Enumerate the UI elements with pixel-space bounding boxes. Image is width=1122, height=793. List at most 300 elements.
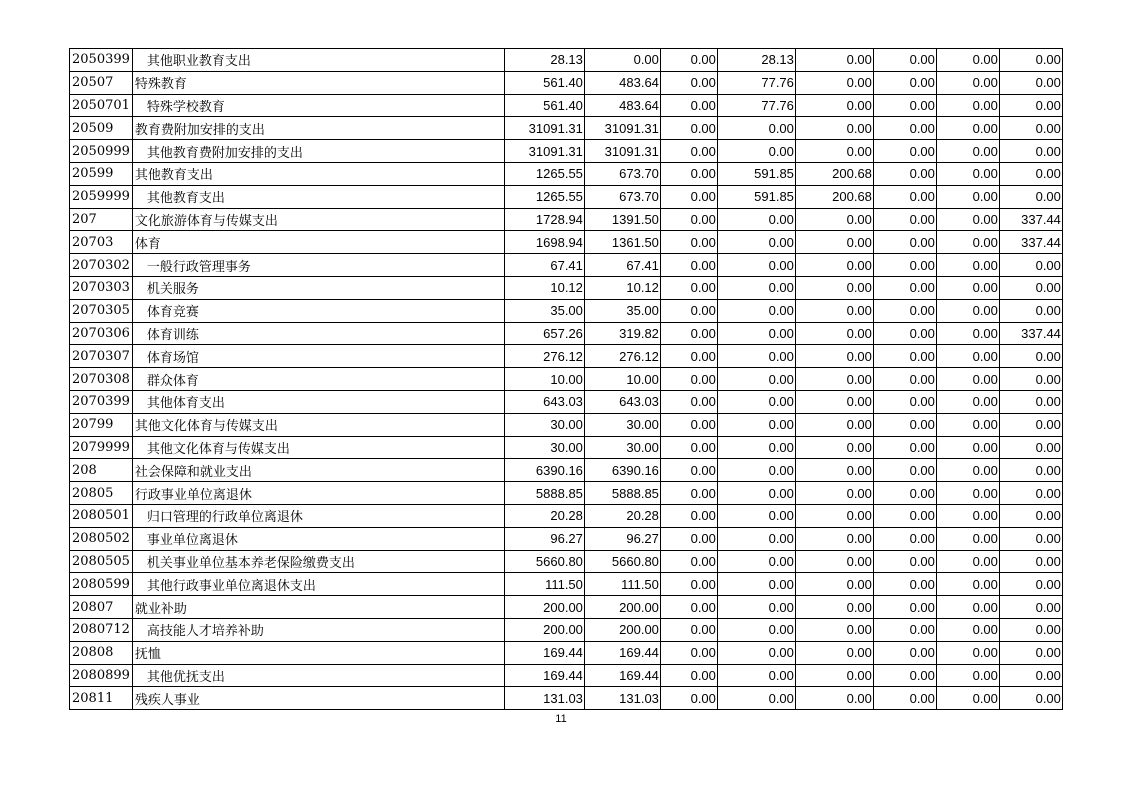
amount-cell: 643.03 (584, 390, 660, 413)
subject-name-cell: 事业单位离退休 (132, 527, 504, 550)
subject-name-cell: 群众体育 (132, 368, 504, 391)
amount-cell: 0.00 (795, 482, 873, 505)
table-row (70, 664, 1063, 687)
amount-cell: 0.00 (999, 276, 1062, 299)
subject-code-cell: 2080502 (70, 527, 133, 550)
amount-cell: 5888.85 (504, 482, 584, 505)
amount-cell: 591.85 (717, 162, 795, 185)
subject-name-cell: 就业补助 (132, 596, 504, 619)
table-row (70, 94, 1063, 117)
amount-cell: 0.00 (936, 368, 999, 391)
amount-cell: 0.00 (717, 368, 795, 391)
amount-cell: 0.00 (795, 550, 873, 573)
subject-name-cell: 其他文化体育与传媒支出 (132, 436, 504, 459)
amount-cell: 0.00 (873, 664, 936, 687)
amount-cell: 0.00 (873, 596, 936, 619)
table-row (70, 276, 1063, 299)
amount-cell: 131.03 (584, 687, 660, 710)
subject-code-cell: 20507 (70, 71, 133, 94)
amount-cell: 0.00 (660, 664, 717, 687)
amount-cell: 35.00 (504, 299, 584, 322)
amount-cell: 0.00 (936, 254, 999, 277)
amount-cell: 0.00 (936, 573, 999, 596)
amount-cell: 0.00 (717, 664, 795, 687)
amount-cell: 0.00 (717, 231, 795, 254)
amount-cell: 0.00 (795, 276, 873, 299)
amount-cell: 0.00 (660, 71, 717, 94)
amount-cell: 31091.31 (584, 140, 660, 163)
amount-cell: 0.00 (660, 641, 717, 664)
amount-cell: 0.00 (660, 276, 717, 299)
subject-name-cell: 抚恤 (132, 641, 504, 664)
amount-cell: 0.00 (660, 231, 717, 254)
amount-cell: 0.00 (717, 596, 795, 619)
subject-name-cell: 一般行政管理事务 (132, 254, 504, 277)
amount-cell: 0.00 (873, 185, 936, 208)
amount-cell: 0.00 (795, 413, 873, 436)
amount-cell: 0.00 (873, 162, 936, 185)
amount-cell: 200.68 (795, 185, 873, 208)
amount-cell: 0.00 (717, 436, 795, 459)
amount-cell: 31091.31 (584, 117, 660, 140)
amount-cell: 0.00 (936, 618, 999, 641)
subject-code-cell: 2070399 (70, 390, 133, 413)
amount-cell: 0.00 (717, 254, 795, 277)
amount-cell: 1698.94 (504, 231, 584, 254)
amount-cell: 0.00 (873, 231, 936, 254)
table-row (70, 140, 1063, 163)
amount-cell: 0.00 (999, 94, 1062, 117)
amount-cell: 0.00 (660, 140, 717, 163)
amount-cell: 28.13 (504, 49, 584, 72)
amount-cell: 0.00 (999, 117, 1062, 140)
table-row (70, 436, 1063, 459)
amount-cell: 0.00 (936, 436, 999, 459)
amount-cell: 0.00 (999, 390, 1062, 413)
amount-cell: 0.00 (717, 117, 795, 140)
amount-cell: 0.00 (795, 345, 873, 368)
amount-cell: 0.00 (873, 687, 936, 710)
amount-cell: 0.00 (795, 436, 873, 459)
subject-name-cell: 机关事业单位基本养老保险缴费支出 (132, 550, 504, 573)
amount-cell: 0.00 (999, 345, 1062, 368)
table-row (70, 550, 1063, 573)
amount-cell: 0.00 (717, 550, 795, 573)
amount-cell: 591.85 (717, 185, 795, 208)
amount-cell: 0.00 (936, 117, 999, 140)
table-row (70, 71, 1063, 94)
subject-code-cell: 2059999 (70, 185, 133, 208)
amount-cell: 0.00 (660, 504, 717, 527)
amount-cell: 0.00 (936, 390, 999, 413)
amount-cell: 0.00 (717, 527, 795, 550)
amount-cell: 0.00 (660, 573, 717, 596)
subject-code-cell: 2050399 (70, 49, 133, 72)
amount-cell: 0.00 (717, 345, 795, 368)
amount-cell: 0.00 (717, 299, 795, 322)
amount-cell: 0.00 (999, 550, 1062, 573)
amount-cell: 200.00 (584, 596, 660, 619)
amount-cell: 0.00 (660, 94, 717, 117)
amount-cell: 10.00 (584, 368, 660, 391)
subject-name-cell: 其他体育支出 (132, 390, 504, 413)
amount-cell: 0.00 (936, 641, 999, 664)
subject-code-cell: 2080899 (70, 664, 133, 687)
amount-cell: 169.44 (584, 641, 660, 664)
amount-cell: 0.00 (999, 368, 1062, 391)
amount-cell: 0.00 (717, 413, 795, 436)
table-row (70, 368, 1063, 391)
amount-cell: 0.00 (873, 254, 936, 277)
amount-cell: 0.00 (873, 390, 936, 413)
amount-cell: 0.00 (873, 322, 936, 345)
subject-name-cell: 文化旅游体育与传媒支出 (132, 208, 504, 231)
amount-cell: 0.00 (936, 596, 999, 619)
table-row (70, 185, 1063, 208)
amount-cell: 0.00 (999, 664, 1062, 687)
amount-cell: 0.00 (717, 208, 795, 231)
amount-cell: 0.00 (999, 527, 1062, 550)
amount-cell: 0.00 (660, 345, 717, 368)
subject-code-cell: 2080712 (70, 618, 133, 641)
subject-code-cell: 20599 (70, 162, 133, 185)
amount-cell: 0.00 (999, 162, 1062, 185)
amount-cell: 0.00 (795, 596, 873, 619)
amount-cell: 483.64 (584, 94, 660, 117)
amount-cell: 0.00 (717, 618, 795, 641)
amount-cell: 1265.55 (504, 185, 584, 208)
subject-code-cell: 20807 (70, 596, 133, 619)
amount-cell: 276.12 (504, 345, 584, 368)
amount-cell: 0.00 (717, 687, 795, 710)
amount-cell: 657.26 (504, 322, 584, 345)
budget-table (69, 48, 1063, 710)
amount-cell: 96.27 (504, 527, 584, 550)
subject-name-cell: 其他职业教育支出 (132, 49, 504, 72)
amount-cell: 0.00 (999, 687, 1062, 710)
amount-cell: 0.00 (660, 596, 717, 619)
amount-cell: 30.00 (584, 436, 660, 459)
table-row (70, 527, 1063, 550)
amount-cell: 0.00 (936, 299, 999, 322)
subject-name-cell: 高技能人才培养补助 (132, 618, 504, 641)
amount-cell: 0.00 (660, 117, 717, 140)
amount-cell: 1265.55 (504, 162, 584, 185)
amount-cell: 0.00 (660, 390, 717, 413)
table-body (70, 49, 1063, 710)
amount-cell: 200.00 (584, 618, 660, 641)
amount-cell: 0.00 (936, 185, 999, 208)
amount-cell: 0.00 (660, 459, 717, 482)
table-row (70, 618, 1063, 641)
amount-cell: 1361.50 (584, 231, 660, 254)
subject-code-cell: 2070305 (70, 299, 133, 322)
subject-name-cell: 行政事业单位离退休 (132, 482, 504, 505)
amount-cell: 0.00 (873, 299, 936, 322)
amount-cell: 0.00 (660, 687, 717, 710)
table-row (70, 413, 1063, 436)
subject-code-cell: 2070306 (70, 322, 133, 345)
amount-cell: 0.00 (717, 140, 795, 163)
amount-cell: 0.00 (936, 322, 999, 345)
amount-cell: 6390.16 (504, 459, 584, 482)
subject-code-cell: 20811 (70, 687, 133, 710)
amount-cell: 0.00 (873, 345, 936, 368)
subject-name-cell: 体育竞赛 (132, 299, 504, 322)
amount-cell: 0.00 (999, 618, 1062, 641)
amount-cell: 77.76 (717, 94, 795, 117)
amount-cell: 0.00 (717, 390, 795, 413)
subject-name-cell: 机关服务 (132, 276, 504, 299)
amount-cell: 5660.80 (584, 550, 660, 573)
amount-cell: 0.00 (873, 618, 936, 641)
amount-cell: 0.00 (660, 413, 717, 436)
table-row (70, 345, 1063, 368)
amount-cell: 0.00 (795, 504, 873, 527)
amount-cell: 0.00 (999, 459, 1062, 482)
amount-cell: 0.00 (999, 436, 1062, 459)
table-row (70, 504, 1063, 527)
amount-cell: 20.28 (584, 504, 660, 527)
amount-cell: 0.00 (936, 94, 999, 117)
subject-name-cell: 社会保障和就业支出 (132, 459, 504, 482)
amount-cell: 0.00 (936, 504, 999, 527)
subject-name-cell: 体育训练 (132, 322, 504, 345)
amount-cell: 0.00 (873, 71, 936, 94)
amount-cell: 0.00 (795, 208, 873, 231)
amount-cell: 0.00 (660, 618, 717, 641)
amount-cell: 77.76 (717, 71, 795, 94)
amount-cell: 337.44 (999, 208, 1062, 231)
subject-code-cell: 20805 (70, 482, 133, 505)
amount-cell: 0.00 (936, 276, 999, 299)
amount-cell: 643.03 (504, 390, 584, 413)
subject-name-cell: 特殊学校教育 (132, 94, 504, 117)
subject-code-cell: 2080505 (70, 550, 133, 573)
table-row (70, 254, 1063, 277)
amount-cell: 0.00 (936, 140, 999, 163)
subject-code-cell: 2070307 (70, 345, 133, 368)
amount-cell: 0.00 (936, 345, 999, 368)
amount-cell: 0.00 (873, 550, 936, 573)
subject-code-cell: 2070302 (70, 254, 133, 277)
amount-cell: 0.00 (873, 436, 936, 459)
subject-code-cell: 207 (70, 208, 133, 231)
table-row (70, 49, 1063, 72)
amount-cell: 0.00 (795, 527, 873, 550)
amount-cell: 200.68 (795, 162, 873, 185)
amount-cell: 0.00 (795, 140, 873, 163)
amount-cell: 0.00 (717, 504, 795, 527)
amount-cell: 30.00 (584, 413, 660, 436)
amount-cell: 0.00 (717, 573, 795, 596)
amount-cell: 0.00 (660, 185, 717, 208)
subject-name-cell: 体育 (132, 231, 504, 254)
table-row (70, 687, 1063, 710)
amount-cell: 0.00 (873, 504, 936, 527)
amount-cell: 0.00 (999, 596, 1062, 619)
amount-cell: 0.00 (936, 687, 999, 710)
amount-cell: 0.00 (999, 641, 1062, 664)
page-number: 11 (555, 713, 567, 725)
amount-cell: 0.00 (795, 368, 873, 391)
amount-cell: 673.70 (584, 162, 660, 185)
amount-cell: 5660.80 (504, 550, 584, 573)
amount-cell: 0.00 (999, 299, 1062, 322)
amount-cell: 0.00 (936, 208, 999, 231)
amount-cell: 20.28 (504, 504, 584, 527)
amount-cell: 35.00 (584, 299, 660, 322)
amount-cell: 0.00 (717, 276, 795, 299)
amount-cell: 0.00 (717, 482, 795, 505)
amount-cell: 200.00 (504, 596, 584, 619)
subject-name-cell: 其他行政事业单位离退休支出 (132, 573, 504, 596)
amount-cell: 0.00 (936, 413, 999, 436)
amount-cell: 337.44 (999, 322, 1062, 345)
subject-name-cell: 其他教育费附加安排的支出 (132, 140, 504, 163)
amount-cell: 0.00 (999, 413, 1062, 436)
amount-cell: 0.00 (999, 140, 1062, 163)
amount-cell: 0.00 (936, 550, 999, 573)
amount-cell: 0.00 (873, 413, 936, 436)
amount-cell: 673.70 (584, 185, 660, 208)
subject-name-cell: 其他文化体育与传媒支出 (132, 413, 504, 436)
amount-cell: 0.00 (873, 482, 936, 505)
table-row (70, 641, 1063, 664)
amount-cell: 0.00 (660, 162, 717, 185)
subject-name-cell: 残疾人事业 (132, 687, 504, 710)
amount-cell: 0.00 (999, 482, 1062, 505)
amount-cell: 276.12 (584, 345, 660, 368)
amount-cell: 0.00 (660, 49, 717, 72)
amount-cell: 0.00 (660, 322, 717, 345)
subject-name-cell: 其他优抚支出 (132, 664, 504, 687)
amount-cell: 0.00 (795, 117, 873, 140)
amount-cell: 0.00 (936, 459, 999, 482)
amount-cell: 0.00 (795, 573, 873, 596)
amount-cell: 0.00 (999, 71, 1062, 94)
amount-cell: 6390.16 (584, 459, 660, 482)
amount-cell: 10.12 (584, 276, 660, 299)
table-row (70, 573, 1063, 596)
amount-cell: 0.00 (795, 322, 873, 345)
amount-cell: 561.40 (504, 94, 584, 117)
amount-cell: 0.00 (999, 254, 1062, 277)
subject-name-cell: 其他教育支出 (132, 162, 504, 185)
subject-code-cell: 2050701 (70, 94, 133, 117)
amount-cell: 319.82 (584, 322, 660, 345)
amount-cell: 0.00 (795, 254, 873, 277)
amount-cell: 0.00 (936, 71, 999, 94)
amount-cell: 0.00 (873, 459, 936, 482)
amount-cell: 0.00 (873, 117, 936, 140)
amount-cell: 31091.31 (504, 117, 584, 140)
table-row (70, 208, 1063, 231)
amount-cell: 10.00 (504, 368, 584, 391)
amount-cell: 0.00 (660, 254, 717, 277)
amount-cell: 169.44 (504, 664, 584, 687)
subject-code-cell: 208 (70, 459, 133, 482)
amount-cell: 0.00 (873, 49, 936, 72)
amount-cell: 0.00 (660, 368, 717, 391)
amount-cell: 5888.85 (584, 482, 660, 505)
amount-cell: 111.50 (504, 573, 584, 596)
amount-cell: 31091.31 (504, 140, 584, 163)
amount-cell: 200.00 (504, 618, 584, 641)
subject-code-cell: 20808 (70, 641, 133, 664)
subject-code-cell: 2070308 (70, 368, 133, 391)
amount-cell: 0.00 (795, 641, 873, 664)
amount-cell: 0.00 (660, 208, 717, 231)
subject-name-cell: 教育费附加安排的支出 (132, 117, 504, 140)
subject-code-cell: 20799 (70, 413, 133, 436)
table-row (70, 162, 1063, 185)
subject-code-cell: 2080501 (70, 504, 133, 527)
amount-cell: 0.00 (795, 687, 873, 710)
subject-code-cell: 20509 (70, 117, 133, 140)
amount-cell: 67.41 (584, 254, 660, 277)
amount-cell: 0.00 (795, 49, 873, 72)
subject-code-cell: 2070303 (70, 276, 133, 299)
amount-cell: 10.12 (504, 276, 584, 299)
table-row (70, 390, 1063, 413)
amount-cell: 0.00 (999, 185, 1062, 208)
amount-cell: 67.41 (504, 254, 584, 277)
amount-cell: 0.00 (999, 573, 1062, 596)
subject-code-cell: 20703 (70, 231, 133, 254)
amount-cell: 111.50 (584, 573, 660, 596)
amount-cell: 0.00 (584, 49, 660, 72)
amount-cell: 0.00 (660, 436, 717, 459)
amount-cell: 0.00 (660, 299, 717, 322)
amount-cell: 30.00 (504, 436, 584, 459)
amount-cell: 0.00 (873, 140, 936, 163)
subject-code-cell: 2079999 (70, 436, 133, 459)
amount-cell: 0.00 (795, 390, 873, 413)
subject-name-cell: 其他教育支出 (132, 185, 504, 208)
amount-cell: 0.00 (999, 504, 1062, 527)
amount-cell: 0.00 (795, 299, 873, 322)
amount-cell: 0.00 (660, 550, 717, 573)
subject-name-cell: 特殊教育 (132, 71, 504, 94)
amount-cell: 0.00 (936, 49, 999, 72)
amount-cell: 0.00 (660, 482, 717, 505)
amount-cell: 0.00 (936, 527, 999, 550)
amount-cell: 483.64 (584, 71, 660, 94)
amount-cell: 0.00 (873, 208, 936, 231)
amount-cell: 0.00 (873, 573, 936, 596)
amount-cell: 0.00 (717, 641, 795, 664)
amount-cell: 1728.94 (504, 208, 584, 231)
table-row (70, 596, 1063, 619)
amount-cell: 0.00 (936, 162, 999, 185)
subject-name-cell: 归口管理的行政单位离退休 (132, 504, 504, 527)
amount-cell: 0.00 (795, 71, 873, 94)
table-row (70, 231, 1063, 254)
amount-cell: 0.00 (936, 482, 999, 505)
table-row (70, 459, 1063, 482)
amount-cell: 0.00 (795, 618, 873, 641)
amount-cell: 561.40 (504, 71, 584, 94)
amount-cell: 169.44 (504, 641, 584, 664)
amount-cell: 0.00 (795, 94, 873, 117)
subject-code-cell: 2080599 (70, 573, 133, 596)
amount-cell: 131.03 (504, 687, 584, 710)
amount-cell: 0.00 (873, 368, 936, 391)
amount-cell: 0.00 (999, 49, 1062, 72)
amount-cell: 30.00 (504, 413, 584, 436)
subject-name-cell: 体育场馆 (132, 345, 504, 368)
